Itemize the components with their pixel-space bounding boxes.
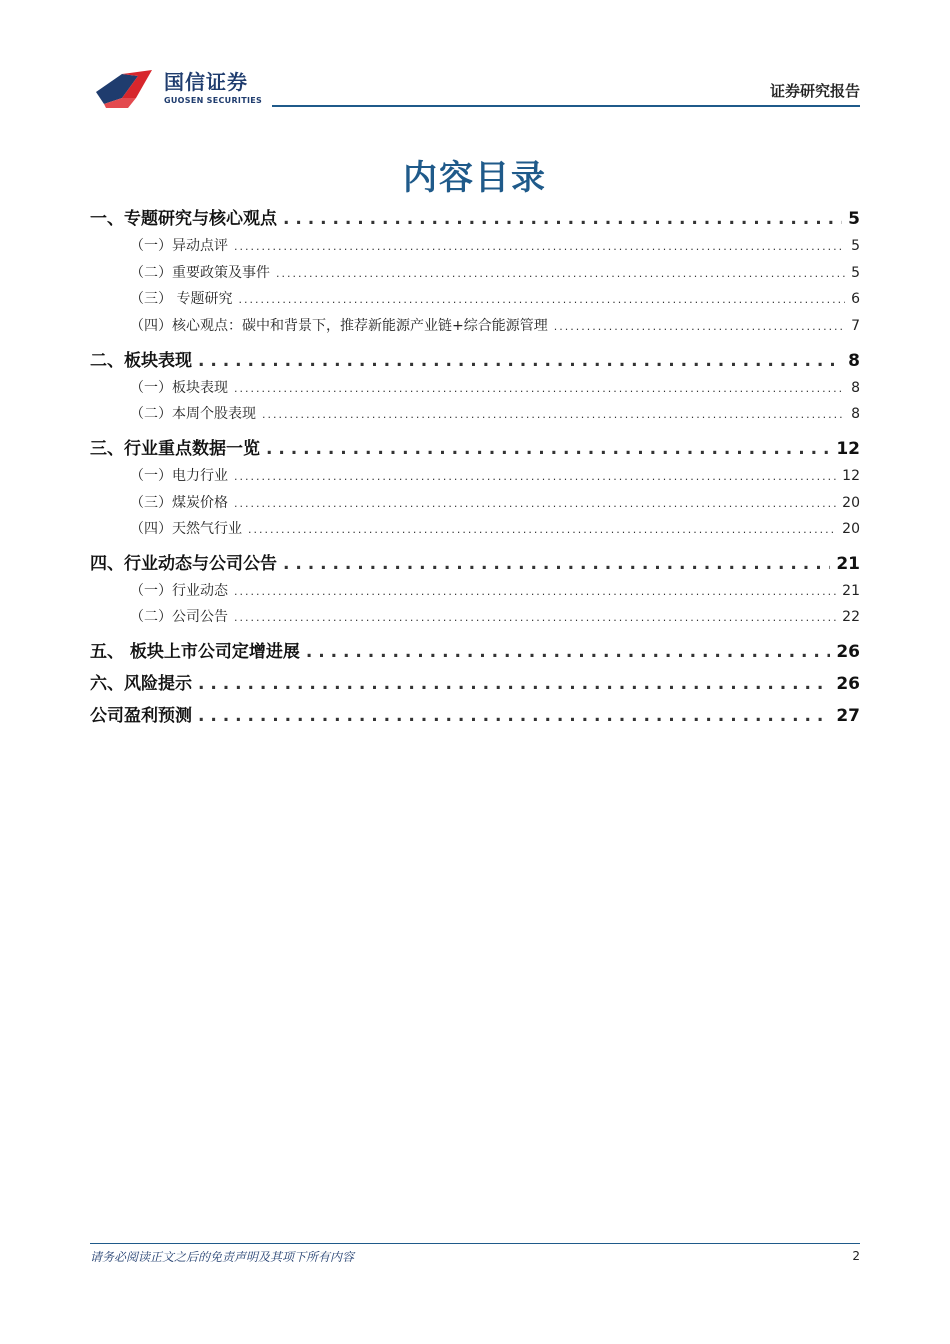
brand-name-cn: 国信证券 bbox=[164, 70, 248, 94]
toc-entry-page: 12 bbox=[836, 439, 860, 459]
toc-entry-page: 5 bbox=[851, 238, 860, 254]
toc-entry-label: （四）核心观点：碳中和背景下，推荐新能源产业链+综合能源管理 bbox=[130, 318, 548, 334]
toc-dot-leader bbox=[306, 642, 830, 662]
header-divider bbox=[272, 105, 860, 107]
toc-subsection-entry[interactable] bbox=[90, 262, 860, 286]
brand-name-en: GUOSEN SECURITIES bbox=[164, 96, 263, 105]
toc-entry-page: 26 bbox=[836, 674, 860, 694]
toc-entry-page: 5 bbox=[851, 265, 860, 281]
toc-entry-label: 公司盈利预测 bbox=[90, 706, 192, 726]
guosen-emblem-icon bbox=[92, 68, 158, 110]
guosen-logo bbox=[92, 64, 262, 112]
toc-entry-label: （一）行业动态 bbox=[130, 583, 228, 599]
toc-dot-leader bbox=[234, 468, 836, 484]
toc-subsection-entry[interactable] bbox=[90, 492, 860, 516]
toc-section-entry[interactable] bbox=[90, 701, 860, 725]
toc-entry-page: 8 bbox=[848, 351, 860, 371]
toc-dot-leader bbox=[283, 209, 842, 229]
toc-dot-leader bbox=[198, 706, 830, 726]
toc-entry-page: 20 bbox=[842, 495, 860, 511]
report-type-label: 证券研究报告 bbox=[769, 82, 860, 100]
toc-entry-label: （二）本周个股表现 bbox=[130, 406, 256, 422]
toc-entry-page: 7 bbox=[851, 318, 860, 334]
toc-entry-page: 21 bbox=[836, 554, 860, 574]
toc-dot-leader bbox=[234, 380, 845, 396]
page-title: 内容目录 bbox=[403, 158, 547, 198]
toc-entry-page: 8 bbox=[851, 406, 860, 422]
toc-entry-label: 五、 板块上市公司定增进展 bbox=[90, 642, 300, 662]
toc-entry-label: （二）公司公告 bbox=[130, 609, 228, 625]
toc-entry-label: 六、风险提示 bbox=[90, 674, 192, 694]
toc-entry-label: 一、专题研究与核心观点 bbox=[90, 209, 277, 229]
toc-subsection-entry[interactable] bbox=[90, 518, 860, 542]
toc-dot-leader bbox=[248, 521, 836, 537]
toc-entry-label: （二）重要政策及事件 bbox=[130, 265, 270, 281]
toc-entry-label: 二、板块表现 bbox=[90, 351, 192, 371]
toc-dot-leader bbox=[283, 554, 830, 574]
toc-subsection-entry[interactable] bbox=[90, 580, 860, 604]
toc-subsection-entry[interactable] bbox=[90, 235, 860, 259]
toc-entry-page: 5 bbox=[848, 209, 860, 229]
toc-entry-page: 8 bbox=[851, 380, 860, 396]
toc-dot-leader bbox=[234, 583, 836, 599]
footer-disclaimer: 请务必阅读正文之后的免责声明及其项下所有内容 bbox=[90, 1250, 355, 1264]
toc-subsection-entry[interactable] bbox=[90, 288, 860, 312]
toc-dot-leader bbox=[554, 318, 845, 334]
toc-section-entry[interactable] bbox=[90, 204, 860, 228]
toc-entry-label: （三）煤炭价格 bbox=[130, 495, 228, 511]
toc-entry-label: 三、行业重点数据一览 bbox=[90, 439, 260, 459]
toc-entry-page: 21 bbox=[842, 583, 860, 599]
toc-entry-page: 6 bbox=[851, 291, 860, 307]
toc-subsection-entry[interactable] bbox=[90, 606, 860, 630]
toc-subsection-entry[interactable] bbox=[90, 403, 860, 427]
toc-entry-label: （四）天然气行业 bbox=[130, 521, 242, 537]
toc-section-entry[interactable] bbox=[90, 434, 860, 458]
toc-section-entry[interactable] bbox=[90, 637, 860, 661]
toc-dot-leader bbox=[234, 238, 845, 254]
toc-dot-leader bbox=[266, 439, 830, 459]
toc-dot-leader bbox=[198, 674, 830, 694]
toc-entry-page: 12 bbox=[842, 468, 860, 484]
toc-subsection-entry[interactable] bbox=[90, 377, 860, 401]
toc-entry-label: 四、行业动态与公司公告 bbox=[90, 554, 277, 574]
toc-subsection-entry[interactable] bbox=[90, 465, 860, 489]
toc-entry-label: （一）异动点评 bbox=[130, 238, 228, 254]
toc-dot-leader bbox=[198, 351, 842, 371]
toc-section-entry[interactable] bbox=[90, 669, 860, 693]
toc-entry-label: （三） 专题研究 bbox=[130, 291, 233, 307]
toc-dot-leader bbox=[234, 495, 836, 511]
toc-entry-page: 20 bbox=[842, 521, 860, 537]
toc-dot-leader bbox=[234, 609, 836, 625]
toc-dot-leader bbox=[238, 291, 845, 307]
toc-entry-page: 27 bbox=[836, 706, 860, 726]
toc-subsection-entry[interactable] bbox=[90, 315, 860, 339]
toc-dot-leader bbox=[262, 406, 845, 422]
footer-divider bbox=[90, 1243, 860, 1244]
toc-entry-page: 22 bbox=[842, 609, 860, 625]
toc-entry-page: 26 bbox=[836, 642, 860, 662]
page-number: 2 bbox=[852, 1249, 860, 1263]
toc-entry-label: （一）板块表现 bbox=[130, 380, 228, 396]
toc-section-entry[interactable] bbox=[90, 549, 860, 573]
toc-dot-leader bbox=[276, 265, 845, 281]
toc-entry-label: （一）电力行业 bbox=[130, 468, 228, 484]
toc-section-entry[interactable] bbox=[90, 346, 860, 370]
